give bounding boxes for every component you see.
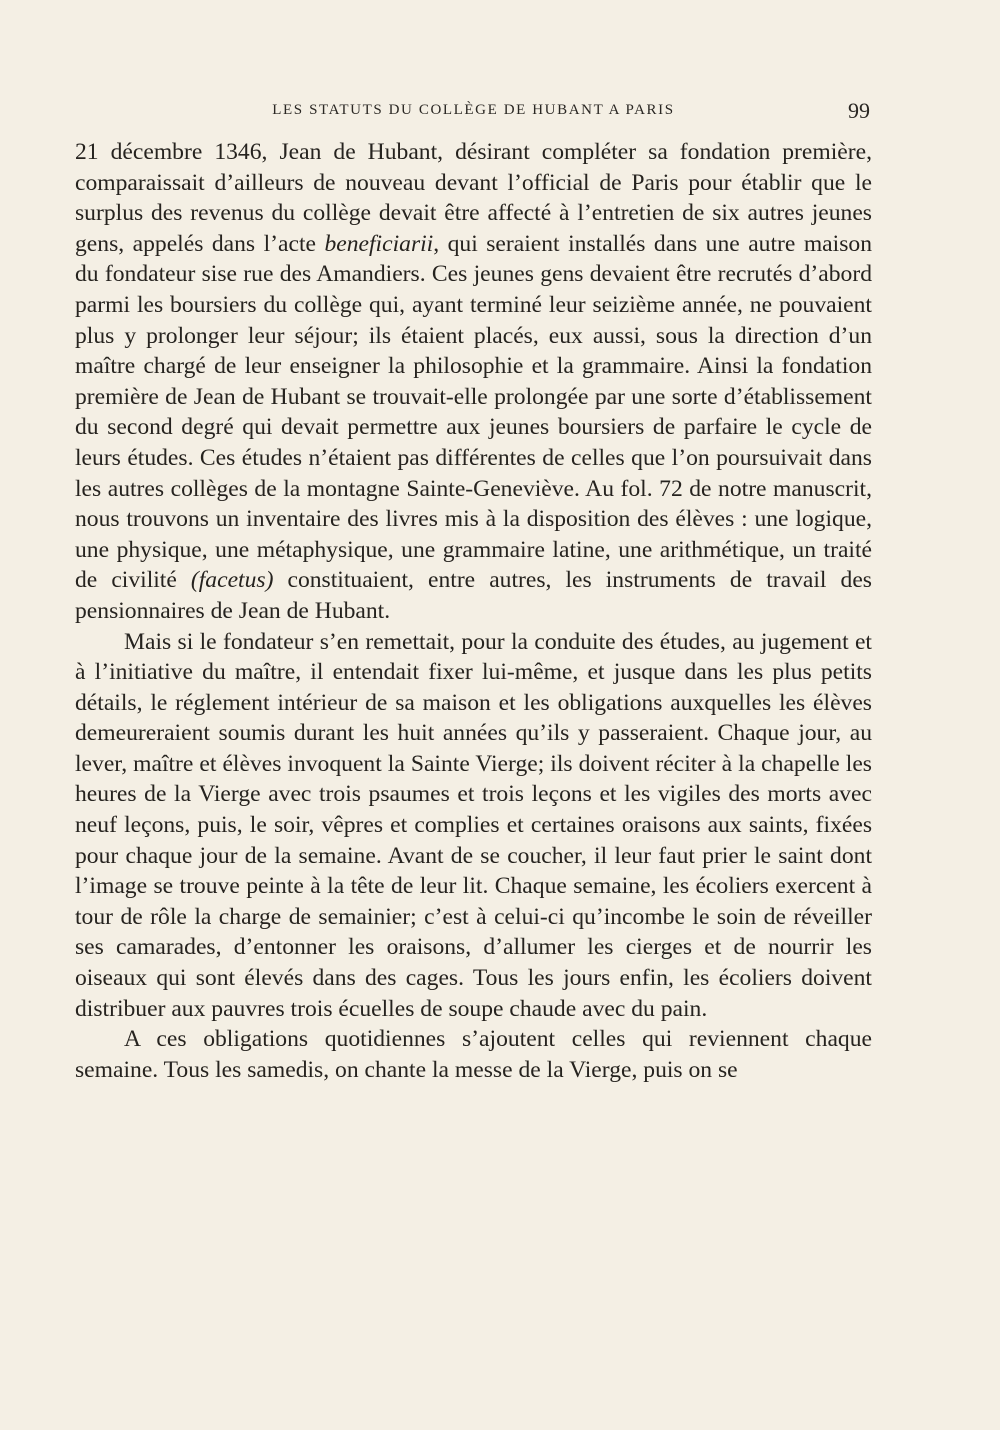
running-title: LES STATUTS DU COLLÈGE DE HUBANT A PARIS xyxy=(272,102,675,118)
paragraph-1-text-b: , qui seraient installés dans une autre maison du fondateur sise rue des Amandiers. Ces jeunes gens devaient être recrutés d’abord parmi les boursiers du collège qui, ayant terminé leur seizième année, ne pouvaient plus y prolonger leur séjour; ils étaient placés, eux aussi, sous la direction d’un maître chargé de leur enseigner la philosophie et la grammaire. Ainsi la fondation première de Jean de Hubant se trouvait-elle prolongée par une sorte d’établissement du second degré qui devait permettre aux jeunes boursiers de parfaire le cycle de leurs études. Ces études n’étaient pas différentes de celles que l’on poursuivait dans les autres collèges de la montagne Sainte-Geneviève. Au fol. 72 de notre manuscrit, nous trouvons un inventaire des livres mis à la disposition des élèves : une logique, une physique, une métaphysique, une grammaire latine, une arithmétique, un traité de civilité xyxy=(75,230,872,594)
paragraph-3: A ces obligations quotidiennes s’ajoutent celles qui reviennent chaque semaine. Tous les samedis, on chante la messe de la Vierge, puis on se xyxy=(75,1026,872,1083)
paragraph-2: Mais si le fondateur s’en remettait, pour la conduite des études, au jugement et à l’initiative du maître, il entendait fixer lui-même, et jusque dans les plus petits détails, le réglement intérieur de sa maison et les obligations auxquelles les élèves demeureraient soumis durant les huit années qu’ils y passeraient. Chaque jour, au lever, maître et élèves invoquent la Sainte Vierge; ils doivent réciter à la chapelle les heures de la Vierge avec trois psaumes et trois leçons et les vigiles des morts avec neuf leçons, puis, le soir, vêpres et complies et certaines oraisons aux saints, fixées pour chaque jour de la semaine. Avant de se coucher, il leur faut prier le saint dont l’image se trouve peinte à la tête de leur lit. Chaque semaine, les écoliers exercent à tour de rôle la charge de semainier; c’est à celui-ci qu’incombe le soin de réveiller ses camarades, d’entonner les oraisons, d’allumer les cierges et de nourrir les oiseaux qui sont élevés dans des cages. Tous les jours enfin, les écoliers doivent distribuer aux pauvres trois écuelles de soupe chaude avec du pain. xyxy=(75,628,872,1022)
body-text xyxy=(75,137,872,1085)
running-header xyxy=(75,98,872,128)
paragraph-1-text-a: 21 décembre 1346, Jean de Hubant, désirant compléter sa fondation première, comparaissait d’ailleurs de nouveau devant l’official de Paris pour établir que le surplus des revenus du collège devait être affecté à l’entretien de six autres jeunes gens, appelés dans l’acte xyxy=(75,139,872,257)
italic-term-beneficiarii: beneficiarii xyxy=(324,230,434,257)
paragraph-1-text-c: constituaient, entre autres, les instruments de travail des pensionnaires de Jean de Hubant. xyxy=(75,567,872,624)
paragraph-1 xyxy=(75,137,872,627)
italic-term-facetus: (facetus) xyxy=(190,567,274,594)
page-number: 99 xyxy=(848,98,870,123)
